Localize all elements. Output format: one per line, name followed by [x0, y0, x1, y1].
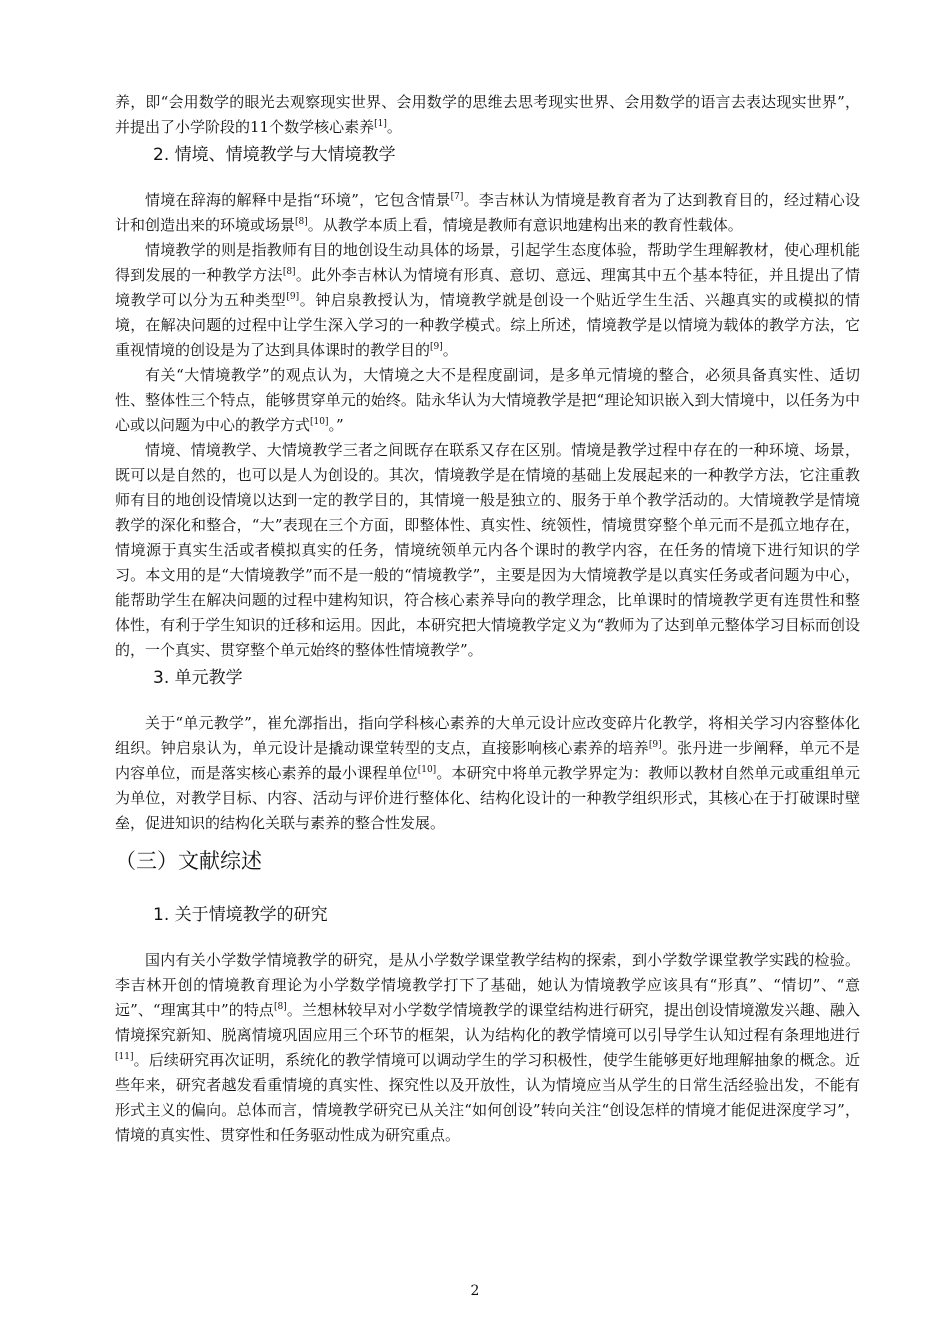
section-heading-literature-review: （三）文献综述	[115, 849, 262, 873]
page-content	[115, 90, 860, 1148]
citation-ref: [8]	[274, 1002, 287, 1012]
paragraph-core-literacy-end: 养，即“会用数学的眼光去观察现实世界、会用数学的思维去思考现实世界、会用数学的语言去表达现实世界”，并提出了小学阶段的11个数学核心素养[1]。	[115, 93, 860, 136]
citation-ref: [9]	[648, 740, 662, 750]
citation-ref: [1]	[374, 119, 387, 129]
citation-ref: [9]	[286, 292, 300, 302]
subheading-unit-teaching: 3. 单元教学	[153, 668, 243, 688]
citation-ref: [7]	[450, 192, 464, 202]
paragraph-situation-definition: 情境在辞海的解释中是指“环境”，它包含情景[7]。李吉林认为情境是教育者为了达到教育目的，经过精心设计和创造出来的环境或场景[8]。从教学本质上看，情境是教师有意识地建构出来的教育性载体。	[115, 191, 860, 234]
paragraph-situation-teaching-definition: 情境教学的则是指教师有目的地创设生动具体的场景，引起学生态度体验，帮助学生理解教材，使心理机能得到发展的一种教学方法[8]。此外李吉林认为情境有形真、意切、意远、理寓其中五个基本特征，并且提出了情境教学可以分为五种类型[9]。钟启泉教授认为，情境教学就是创设一个贴近学生生活、兴趣真实的或模拟的情境，在解决问题的过程中让学生深入学习的一种教学模式。综上所述，情境教学是以情境为载体的教学方法，它重视情境的创设是为了达到具体课时的教学目的[9]。	[115, 241, 860, 359]
citation-ref: [9]	[430, 342, 443, 352]
citation-ref: [8]	[282, 267, 296, 277]
paragraph-big-situation-teaching: 有关“大情境教学”的观点认为，大情境之大不是程度副词，是多单元情境的整合，必须具备真实性、适切性、整体性三个特点，能够贯穿单元的始终。陆永华认为大情境教学是把“理论知识嵌入到大情境中，以任务为中心或以问题为中心的教学方式[10]。”	[115, 366, 860, 434]
subheading-situation-teaching: 2. 情境、情境教学与大情境教学	[153, 145, 396, 165]
citation-ref: [8]	[295, 217, 308, 227]
citation-ref: [10]	[417, 765, 437, 775]
page-number: 2	[470, 1283, 480, 1299]
citation-ref: [10]	[310, 417, 329, 427]
paragraph-situation-research: 国内有关小学数学情境教学的研究，是从小学数学课堂教学结构的探索，到小学数学课堂教学实践的检验。李吉林开创的情境教育理论为小学数学情境教学打下了基础，她认为情境教学应该具有“形真”、“情切”、“意远”、“理寓其中”的特点[8]。兰想林较早对小学数学情境教学的课堂结构进行研究，提出创设情境激发兴趣、融入情境探究新知、脱离情境巩固应用三个环节的框架，认为结构化的教学情境可以引导学生认知过程有条理地进行[11]。后续研究再次证明，系统化的教学情境可以调动学生的学习积极性，使学生能够更好地理解抽象的概念。近些年来，研究者越发看重情境的真实性、探究性以及开放性，认为情境应当从学生的日常生活经验出发，不能有形式主义的偏向。总体而言，情境教学研究已从关注“如何创设”转向关注“创设怎样的情境才能促进深度学习”，情境的真实性、贯穿性和任务驱动性成为研究重点。	[115, 951, 860, 1144]
citation-ref: [11]	[115, 1052, 134, 1062]
subheading-situation-research: 1. 关于情境教学的研究	[153, 905, 328, 925]
paragraph-comparison: 情境、情境教学、大情境教学三者之间既存在联系又存在区别。情境是教学过程中存在的一种环境、场景，既可以是自然的，也可以是人为创设的。其次，情境教学是在情境的基础上发展起来的一种教学方法，它注重教师有目的地创设情境以达到一定的教学目的，其情境一般是独立的、服务于单个教学活动的。大情境教学是情境教学的深化和整合，“大”表现在三个方面，即整体性、真实性、统领性，情境贯穿整个单元而不是孤立地存在，情境源于真实生活或者模拟真实的任务，情境统领单元内各个课时的教学内容，在任务的情境下进行知识的学习。本文用的是“大情境教学”而不是一般的“情境教学”，主要是因为大情境教学是以真实任务或者问题为中心，能帮助学生在解决问题的过程中建构知识，符合核心素养导向的教学理念，比单课时的情境教学更有连贯性和整体性，有利于学生知识的迁移和运用。因此，本研究把大情境教学定义为“教师为了达到单元整体学习目标而创设的，一个真实、贯穿整个单元始终的整体性情境教学”。	[115, 441, 860, 659]
paragraph-unit-teaching: 关于“单元教学”，崔允漷指出，指向学科核心素养的大单元设计应改变碎片化教学，将相关学习内容整体化组织。钟启泉认为，单元设计是撬动课堂转型的支点，直接影响核心素养的培养[9]。张丹进一步阐释，单元不是内容单位，而是落实核心素养的最小课程单位[10]。本研究中将单元教学界定为：教师以教材自然单元或重组单元为单位，对教学目标、内容、活动与评价进行整体化、结构化设计的一种教学组织形式，其核心在于打破课时壁垒，促进知识的结构化关联与素养的整合性发展。	[115, 714, 860, 832]
